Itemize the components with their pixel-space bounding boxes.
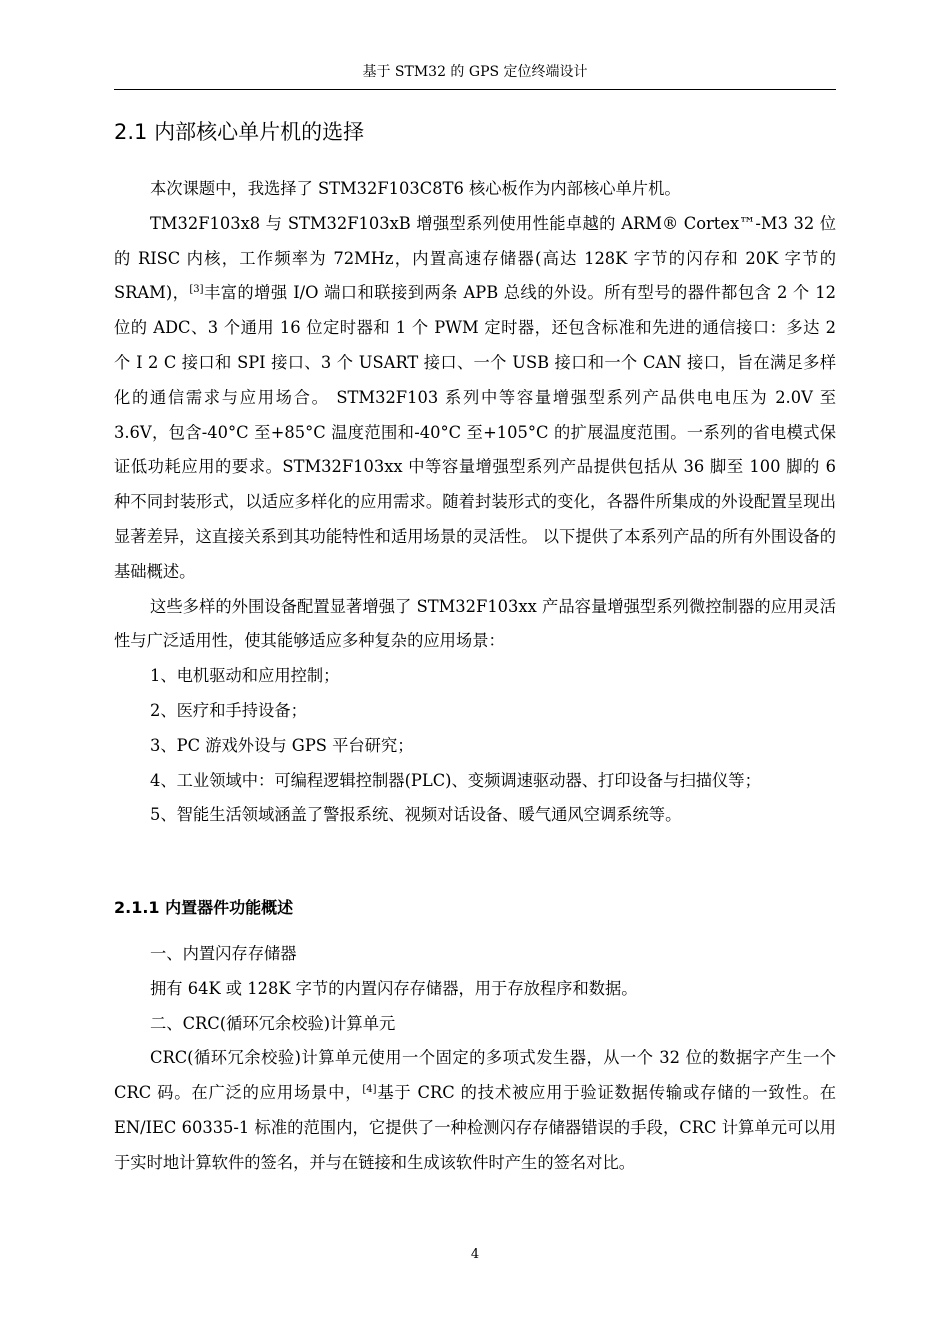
- application-list-item: 5、智能生活领域涵盖了警报系统、视频对话设备、暖气通风空调系统等。: [150, 805, 682, 825]
- intro-paragraph-2: [114, 207, 836, 590]
- crc-description: [114, 1041, 836, 1180]
- subsection-body: [114, 937, 836, 1181]
- application-list-item: 3、PC 游戏外设与 GPS 平台研究；: [150, 735, 414, 755]
- subsection-title: 2.1.1 内置器件功能概述: [114, 898, 294, 917]
- intro-paragraph-2-part-a: TM32F103x8 与 STM32F103xB 增强型系列使用性能卓越的 ARM® Cortex™-M3 32 位的 RISC 内核，工作频率为 72MHz，内置高速存储器(高达 128K 字节的闪存和 20K 字节的 SRAM)，: [114, 213, 836, 303]
- crc-heading: 二、CRC(循环冗余校验)计算单元: [150, 1013, 396, 1033]
- header-rule: [114, 89, 836, 90]
- crc-description-part-b: 基于 CRC 的技术被应用于验证数据传输或存储的一致性。在 EN/IEC 60335-1 标准的范围内，它提供了一种检测闪存存储器错误的手段，CRC 计算单元可以用于实时地计算软件的签名，并与在链接和生成该软件时产生的签名对比。: [114, 1083, 837, 1172]
- flash-description: 拥有 64K 或 128K 字节的内置闪存存储器，用于存放程序和数据。: [150, 978, 638, 998]
- intro-paragraph-3: 这些多样的外围设备配置显著增强了 STM32F103xx 产品容量增强型系列微控制器的应用灵活性与广泛适用性，使其能够适应多种复杂的应用场景：: [114, 596, 836, 651]
- page-number: 4: [470, 1247, 480, 1262]
- citation-4: [4]: [362, 1084, 377, 1096]
- flash-heading: 一、内置闪存存储器: [150, 944, 297, 963]
- citation-3: [3]: [189, 284, 204, 296]
- crc-description-part-a: CRC(循环冗余校验)计算单元使用一个固定的多项式发生器，从一个 32 位的数据字产生一个 CRC 码。在广泛的应用场景中，: [114, 1048, 836, 1103]
- intro-paragraph-1: 本次课题中，我选择了 STM32F103C8T6 核心板作为内部核心单片机。: [150, 179, 681, 198]
- section-title: 2.1 内部核心单片机的选择: [114, 120, 365, 144]
- application-list-item: 4、工业领域中：可编程逻辑控制器(PLC)、变频调速驱动器、打印设备与扫描仪等；: [150, 770, 761, 790]
- intro-paragraph-2-part-b: 丰富的增强 I/O 端口和联接到两条 APB 总线的外设。所有型号的器件都包含 2 个 12 位的 ADC、3 个通用 16 位定时器和 1 个 PWM 定时器，还包含标准和先进的通信接口：多达 2 个 I 2 C 接口和 SPI 接口、3 个 USART 接口、一个 USB 接口和一个 CAN 接口，旨在满足多样化的通信需求与应用场合。 STM32F103 系列中等容量增强型系列产品供电电压为 2.0V 至 3.6V，包含-40°C 至+85°C 温度范围和-40°C 至+105°C 的扩展温度范围。一系列的省电模式保证低功耗应用的要求。STM32F103xx 中等容量增强型系列产品提供包括从 36 脚至 100 脚的 6 种不同封装形式，以适应多样化的应用需求。随着封装形式的变化，各器件所集成的外设配置呈现出显著差异，这直接关系到其功能特性和适用场景的灵活性。 以下提供了本系列产品的所有外围设备的基础概述。: [114, 283, 836, 581]
- application-list-item: 2、医疗和手持设备；: [150, 700, 307, 720]
- section-body: [114, 172, 836, 833]
- application-list-item: 1、电机驱动和应用控制；: [150, 666, 340, 686]
- running-header: 基于 STM32 的 GPS 定位终端设计: [362, 64, 588, 80]
